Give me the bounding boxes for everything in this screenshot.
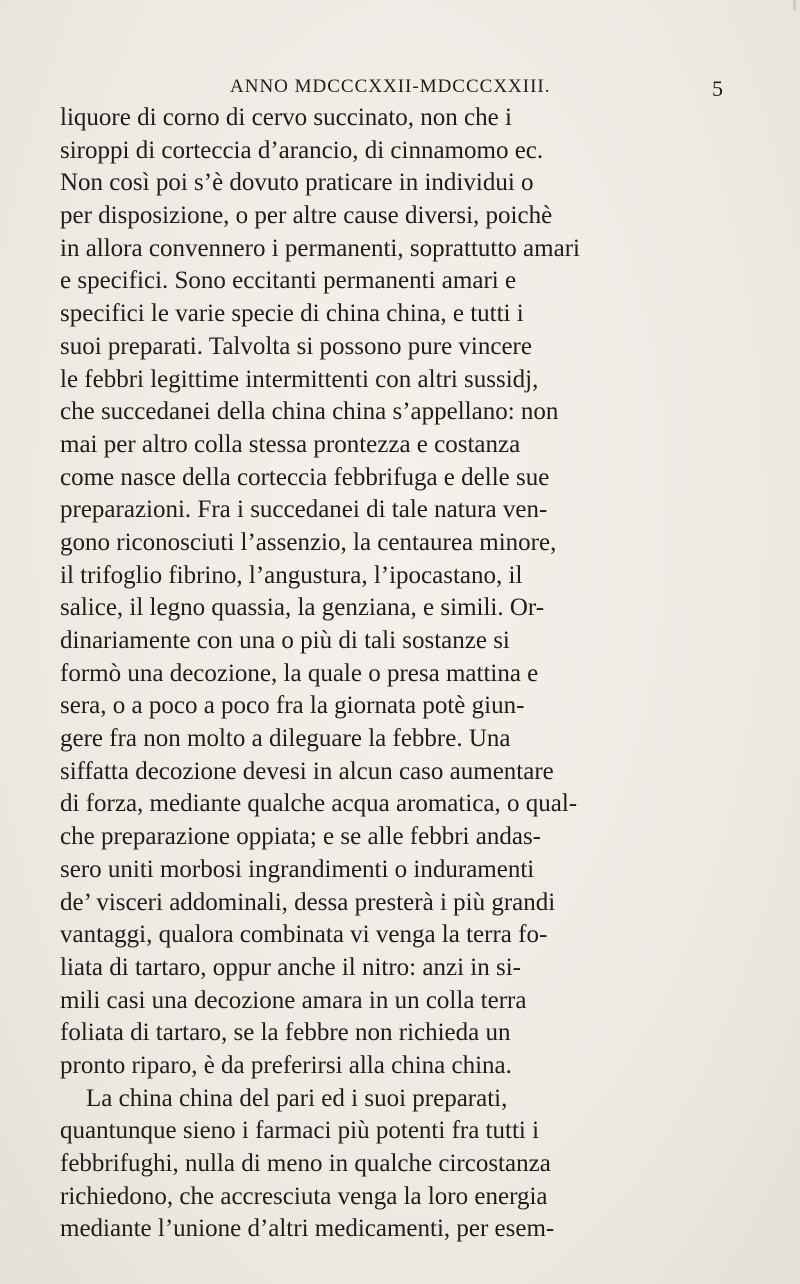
text-line: mili casi una decozione amara in un colla terra — [60, 986, 527, 1014]
text-line: salice, il legno quassia, la genziana, e simili. Or- — [60, 594, 545, 622]
text-line: il trifoglio fibrino, l’angustura, l’ipocastano, il — [60, 561, 523, 589]
paragraph-start-line: La china china del pari ed i suoi preparati, — [86, 1084, 508, 1112]
text-line: mai per altro colla stessa prontezza e costanza — [60, 430, 521, 458]
text-line: formò una decozione, la quale o presa mattina e — [60, 659, 539, 687]
text-line: sera, o a poco a poco fra la giornata potè giun- — [60, 692, 525, 720]
text-line: pronto riparo, è da preferirsi alla china china. — [60, 1051, 512, 1079]
text-line: mediante l’unione d’altri medicamenti, per esem- — [60, 1215, 555, 1243]
text-line: di forza, mediante qualche acqua aromatica, o qual- — [60, 790, 578, 818]
text-line: richiedono, che accresciuta venga la loro energia — [60, 1182, 548, 1210]
text-line: preparazioni. Fra i succedanei di tale natura ven- — [60, 496, 548, 524]
text-line: foliata di tartaro, se la febbre non richieda un — [60, 1019, 511, 1047]
text-line: de’ visceri addominali, dessa presterà i più grandi — [60, 888, 556, 916]
text-line: quantunque sieno i farmaci più potenti fra tutti i — [60, 1117, 540, 1145]
text-line: liata di tartaro, oppur anche il nitro: anzi in si- — [60, 953, 521, 981]
text-line: che succedanei della china china s’appellano: non — [60, 398, 559, 426]
text-line: per disposizione, o per altre cause diversi, poichè — [60, 202, 553, 230]
text-line: specifici le varie specie di china china, e tutti i — [60, 300, 524, 328]
text-line: le febbri legittime intermittenti con altri sussidj, — [60, 365, 539, 393]
text-line: vantaggi, qualora combinata vi venga la terra fo- — [60, 921, 548, 949]
text-line: Non così poi s’è dovuto praticare in individui o — [60, 169, 534, 197]
text-line: gono riconosciuti l’assenzio, la centaurea minore, — [60, 528, 557, 556]
text-line: che preparazione oppiata; e se alle febbri andas- — [60, 823, 541, 851]
body-text — [60, 102, 760, 1246]
text-line: liquore di corno di cervo succinato, non che i — [60, 104, 512, 131]
text-line: dinariamente con una o più di tali sostanze si — [60, 627, 510, 654]
page-edge-mark — [793, 0, 796, 10]
running-title: ANNO MDCCCXXII-MDCCCXXIII. — [230, 76, 551, 97]
text-line: febbrifughi, nulla di meno in qualche circostanza — [60, 1150, 551, 1177]
text-line: in allora convennero i permanenti, soprattutto amari — [60, 234, 580, 262]
page-number: 5 — [712, 76, 723, 101]
text-line: siffatta decozione devesi in alcun caso aumentare — [60, 757, 554, 785]
text-line: sero uniti morbosi ingrandimenti o induramenti — [60, 855, 535, 883]
text-line: suoi preparati. Talvolta si possono pure vincere — [60, 332, 532, 360]
text-line: come nasce della corteccia febbrifuga e delle sue — [60, 463, 550, 491]
text-line: e specifici. Sono eccitanti permanenti amari e — [60, 267, 517, 295]
text-line: gere fra non molto a dileguare la febbre. Una — [60, 725, 511, 753]
text-line: siroppi di corteccia d’arancio, di cinnamomo ec. — [60, 136, 544, 164]
